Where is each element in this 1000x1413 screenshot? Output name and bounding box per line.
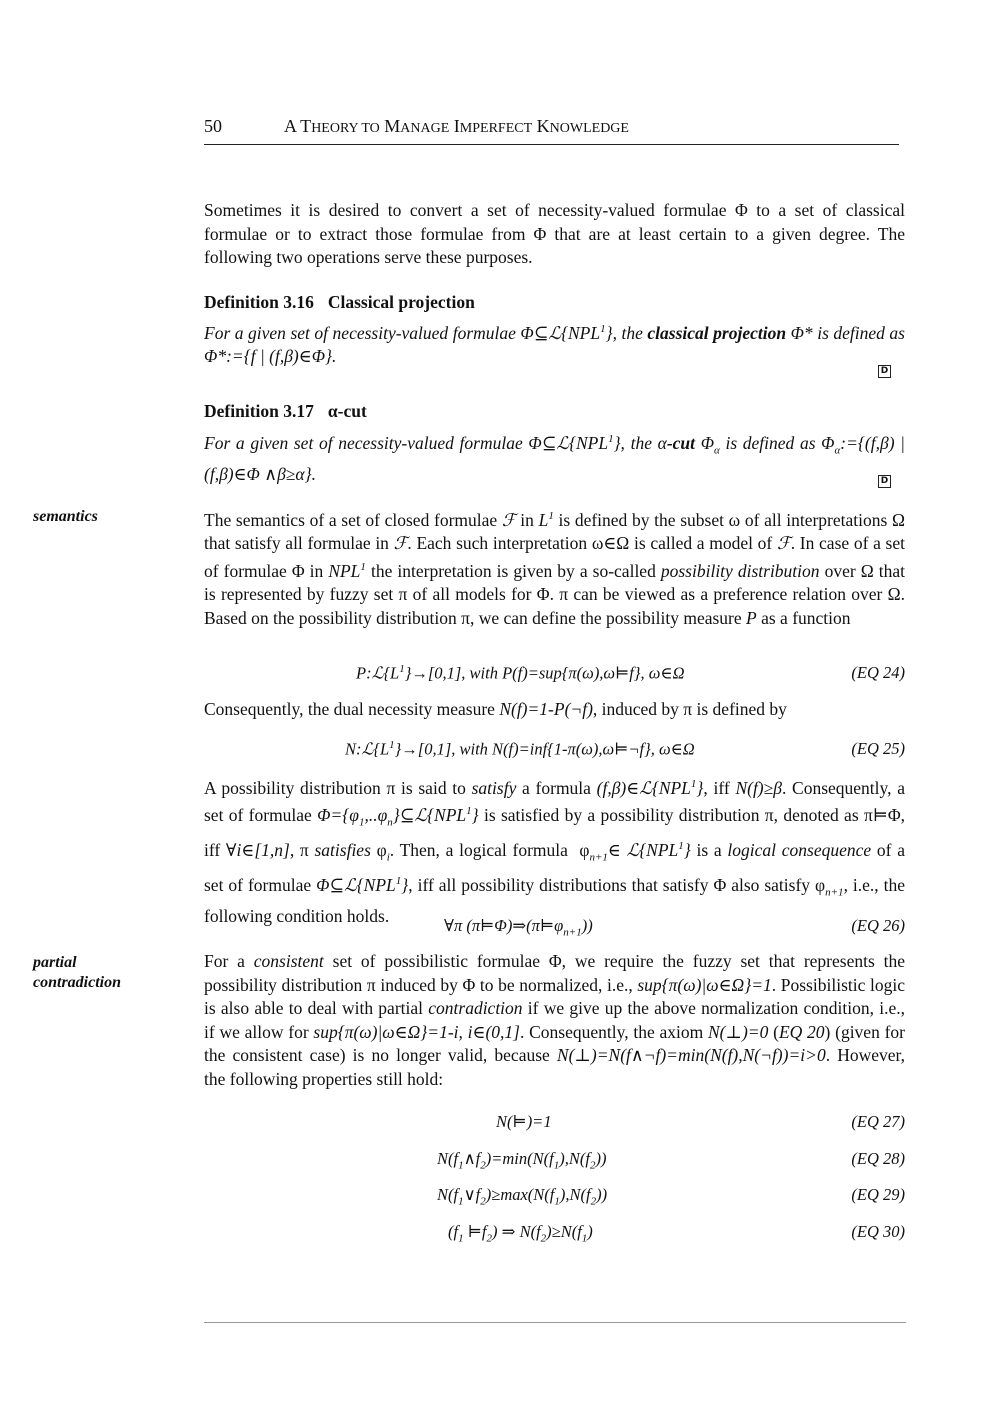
equation-formula: $P:ℒ\{L^1\}\to[0,1]$, with P(f)=sup{π(ω),ω⊨f}, ω∈Ω <box>356 663 685 683</box>
equation-formula: ∀π $(\pi⊨\Phi)\Rightarrow(\pi⊨\varphi_{n+1})$) <box>444 916 593 939</box>
intro-paragraph: Sometimes it is desired to convert a set of necessity-valued formulae Φ to a set of classical formulae or to extract those formulae from Φ that are at least certain to a given degree. The following two operations serve these purposes. <box>204 200 905 267</box>
equation-formula: $N(f_1\vee f_2)\ge\max(N(f_1),N(f_2))$ <box>437 1185 608 1208</box>
equation-number: (EQ 29) <box>851 1185 905 1204</box>
definition-3-16-body: For a given set of necessity-valued formulae Φ⊆ℒ{NPL$^1$}, the classical projection Φ* is defined as Φ*:={f | (f,β)∈Φ}. <box>204 322 905 367</box>
definition-label: Definition 3.17 <box>204 401 314 421</box>
definition-label: Definition 3.16 <box>204 292 314 312</box>
running-title: A THEORY TO MANAGE IMPERFECT KNOWLEDGE <box>284 116 629 136</box>
margin-note-semantics: semantics <box>33 508 98 525</box>
equation-formula: ($f_1$ $⊨f_2$) ⇒ $N(f_2)\ge N(f_1)$ <box>448 1222 593 1245</box>
definition-name: Classical projection <box>327 292 475 312</box>
end-of-definition-icon: D <box>878 475 891 488</box>
equation-number: (EQ 27) <box>851 1112 905 1131</box>
page-number: 50 <box>204 116 222 136</box>
equation-formula: N(⊨)=1 <box>496 1112 552 1131</box>
equation-number: (EQ 24) <box>851 663 905 682</box>
definition-3-17-body: For a given set of necessity-valued formulae Φ⊆ℒ{NPL$^1$}, the α-cut $\Phi_\alpha$ is defined as $\Phi_\alpha:=\{(f,\beta)$ | (f,β)∈Φ ∧β≥α}. <box>204 432 905 484</box>
end-of-definition-icon: D <box>878 365 891 378</box>
equation-number: (EQ 30) <box>851 1222 905 1241</box>
dual-necessity-paragraph: Consequently, the dual necessity measure N(f)=1-P(¬f), induced by π is defined by <box>204 699 787 719</box>
definition-3-17-heading <box>204 401 381 422</box>
running-header <box>204 116 899 137</box>
equation-number: (EQ 26) <box>851 916 905 935</box>
consistency-paragraph: For a consistent set of possibilistic formulae Φ, we require the fuzzy set that represents the possibility distribution π induced by Φ to be normalized, i.e., sup{π(ω)|ω∈Ω}=1. Possibilistic logic is also able to deal with partial contradiction if we give up the above normalization condition, i.e., if we allow for sup{π(ω)|ω∈Ω}=1-i, i∈(0,1]. Consequently, the axiom N(⊥)=0 (EQ 20) (given for the consistent case) is no longer valid, because N(⊥)=N(f∧¬f)=min(N(f),N(¬f))=i>0. However, the following properties still hold: <box>204 951 906 1089</box>
definition-name: α-cut <box>327 401 367 421</box>
definition-3-16-heading <box>204 292 489 313</box>
semantics-paragraph: The semantics of a set of closed formulae ℱ in $L^1$ is defined by the subset ω of all interpretations Ω that satisfy all formulae in ℱ. Each such interpretation ω∈Ω is called a model of ℱ. In case of a set of formulae Φ in NPL$^1$ the interpretation is given by a so-called possibility distribution over Ω that is represented by fuzzy set π of all models for Φ. π can be viewed as a preference relation over Ω. Based on the possibility distribution π, we can define the possibility measure P as a function <box>204 509 905 628</box>
header-rule <box>204 144 899 145</box>
equation-number: (EQ 28) <box>851 1149 905 1168</box>
equation-formula: $N(f_1\wedge f_2)=\min(N(f_1),N(f_2))$ <box>437 1149 607 1172</box>
satisfaction-paragraph: A possibility distribution π is said to satisfy a formula (f,β)∈ℒ{NPL$^1$}, iff N(f)≥β. Consequently, a set of formulae $\Phi=\{\varphi_1,..\varphi_n\}⊆ℒ\{NPL^1\}$ is satisfied by a possibility distribution π, denoted as π⊨Φ, iff ∀i∈[1,n], π satisfies $\varphi_i$. Then, a logical formula $\varphi_{n+1}\in$ ℒ{NPL$^1$} is a logical consequence of a set of formulae Φ⊆ℒ{NPL$^1$}, iff all possibility distributions that satisfy Φ also satisfy $\varphi_{n+1}$, i.e., the following condition holds. <box>204 777 906 926</box>
equation-number: (EQ 25) <box>851 739 905 758</box>
margin-note-partial-contradiction: partial contradiction <box>33 954 122 991</box>
equation-formula: $N:ℒ\{L^1\}\to[0,1]$, with N(f)=inf{1-π(ω),ω⊨¬f}, ω∈Ω <box>345 739 695 759</box>
footer-rule <box>204 1322 906 1323</box>
